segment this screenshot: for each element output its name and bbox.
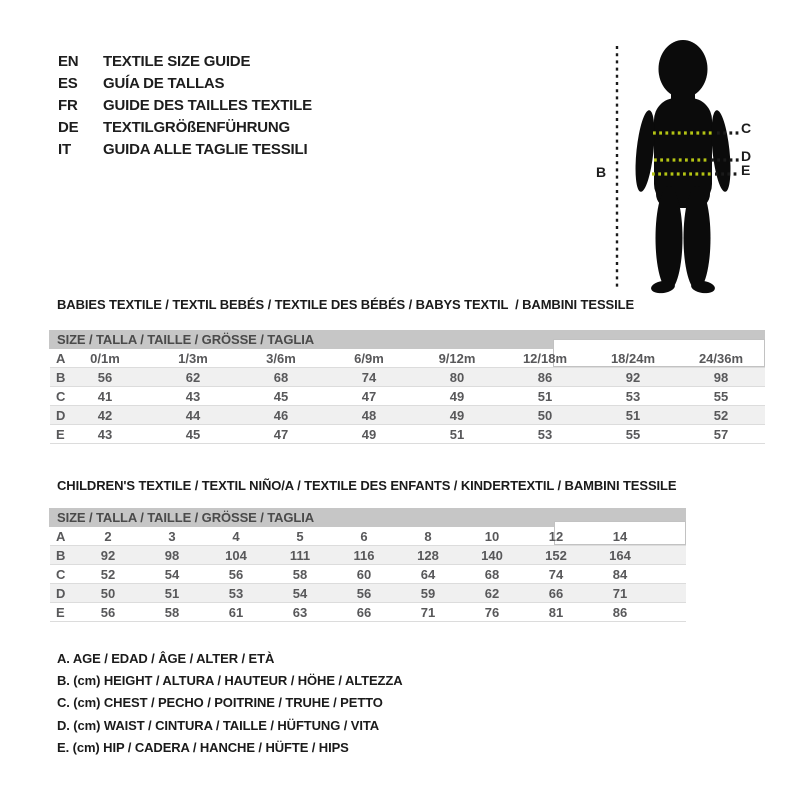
table-cell: 3/6m — [266, 350, 296, 366]
table-cell: 56 — [356, 585, 372, 601]
table-cell: 6 — [360, 528, 368, 544]
table-cell: 47 — [361, 388, 377, 404]
babies-size-header-bar: SIZE / TALLA / TAILLE / GRÖSSE / TAGLIA — [49, 330, 765, 349]
language-code: ES — [58, 74, 78, 92]
language-title: TEXTILE SIZE GUIDE — [103, 52, 251, 70]
language-title: GUIDA ALLE TAGLIE TESSILI — [103, 140, 308, 158]
table-cell: 6/9m — [354, 350, 384, 366]
table-cell: 51 — [625, 407, 641, 423]
table-cell: 9/12m — [438, 350, 476, 366]
language-title: GUÍA DE TALLAS — [103, 74, 225, 92]
table-cell: 42 — [97, 407, 113, 423]
table-row-E — [50, 603, 686, 622]
table-cell: 104 — [225, 547, 247, 563]
row-label: E — [56, 426, 65, 442]
language-code: EN — [58, 52, 79, 70]
table-cell: 59 — [420, 585, 436, 601]
table-cell: 56 — [228, 566, 244, 582]
language-title: TEXTILGRÖßENFÜHRUNG — [103, 118, 291, 136]
table-cell: 98 — [164, 547, 180, 563]
legend-line-E: E. (cm) HIP / CADERA / HANCHE / HÜFTE / HIPS — [57, 740, 349, 756]
table-cell: 10 — [484, 528, 500, 544]
figure-label-waist: D — [741, 148, 752, 164]
table-cell: 128 — [417, 547, 439, 563]
table-cell: 71 — [612, 585, 628, 601]
figure-label-height: B — [596, 164, 607, 180]
table-cell: 4 — [232, 528, 240, 544]
table-cell: 80 — [449, 369, 465, 385]
table-cell: 51 — [164, 585, 180, 601]
legend-line-A: A. AGE / EDAD / ÂGE / ALTER / ETÀ — [57, 650, 275, 666]
table-row-E — [50, 425, 765, 444]
legend-line-C: C. (cm) CHEST / PECHO / POITRINE / TRUHE / PETTO — [57, 695, 383, 711]
table-cell: 58 — [164, 604, 180, 620]
table-cell: 63 — [292, 604, 308, 620]
table-cell: 46 — [273, 407, 289, 423]
table-cell: 66 — [548, 585, 564, 601]
table-cell: 86 — [537, 369, 553, 385]
children-section-heading: CHILDREN'S TEXTILE / TEXTIL NIÑO/A / TEXTILE DES ENFANTS / KINDERTEXTIL / BAMBINI TESSILE — [57, 478, 677, 493]
figure-label-chest: C — [741, 120, 752, 136]
table-cell: 68 — [484, 566, 500, 582]
table-cell: 0/1m — [90, 350, 120, 366]
table-cell: 2 — [104, 528, 112, 544]
table-cell: 51 — [449, 426, 465, 442]
table-cell: 53 — [537, 426, 553, 442]
child-silhouette-graphic — [608, 36, 784, 300]
table-cell: 81 — [548, 604, 564, 620]
table-cell: 58 — [292, 566, 308, 582]
table-cell: 68 — [273, 369, 289, 385]
table-cell: 62 — [484, 585, 500, 601]
row-label: A — [56, 528, 66, 544]
table-row-B — [50, 368, 765, 387]
table-cell: 55 — [713, 388, 729, 404]
table-cell: 56 — [97, 369, 113, 385]
table-cell: 41 — [97, 388, 113, 404]
row-label: B — [56, 369, 66, 385]
row-label: E — [56, 604, 65, 620]
table-cell: 116 — [353, 547, 375, 563]
table-cell: 53 — [228, 585, 244, 601]
language-row-it — [58, 138, 312, 160]
table-cell: 45 — [185, 426, 201, 442]
table-cell: 92 — [625, 369, 641, 385]
table-cell: 51 — [537, 388, 553, 404]
table-cell: 8 — [424, 528, 432, 544]
table-cell: 44 — [185, 407, 201, 423]
table-cell: 47 — [273, 426, 289, 442]
table-row-A — [50, 349, 765, 368]
child-silhouette — [632, 40, 733, 295]
language-row-fr — [58, 94, 312, 116]
table-row-C — [50, 387, 765, 406]
language-code: IT — [58, 140, 71, 158]
table-cell: 50 — [537, 407, 553, 423]
table-cell: 49 — [449, 407, 465, 423]
table-cell: 43 — [185, 388, 201, 404]
row-label: A — [56, 350, 66, 366]
table-cell: 49 — [449, 388, 465, 404]
table-cell: 76 — [484, 604, 500, 620]
table-cell: 62 — [185, 369, 201, 385]
row-label: B — [56, 547, 66, 563]
measurement-legend — [57, 647, 403, 759]
table-cell: 12/18m — [522, 350, 568, 366]
table-cell: 50 — [100, 585, 116, 601]
table-cell: 43 — [97, 426, 113, 442]
language-title-list — [58, 50, 312, 160]
language-code: DE — [58, 118, 79, 136]
children-size-header-bar: SIZE / TALLA / TAILLE / GRÖSSE / TAGLIA — [49, 508, 686, 527]
table-cell: 5 — [296, 528, 304, 544]
table-row-B — [50, 546, 686, 565]
table-cell: 54 — [164, 566, 180, 582]
table-cell: 74 — [548, 566, 564, 582]
row-label: C — [56, 566, 66, 582]
language-title: GUIDE DES TAILLES TEXTILE — [103, 96, 312, 114]
table-cell: 53 — [625, 388, 641, 404]
language-code: FR — [58, 96, 78, 114]
babies-section-heading: BABIES TEXTILE / TEXTIL BEBÉS / TEXTILE DES BÉBÉS / BABYS TEXTIL / BAMBINI TESSILE — [57, 297, 635, 312]
table-cell: 52 — [713, 407, 729, 423]
table-cell: 54 — [292, 585, 308, 601]
table-cell: 86 — [612, 604, 628, 620]
table-cell: 57 — [713, 426, 729, 442]
table-row-C — [50, 565, 686, 584]
table-cell: 12 — [548, 528, 564, 544]
row-label: D — [56, 585, 66, 601]
table-row-D — [50, 584, 686, 603]
table-cell: 111 — [289, 547, 311, 563]
table-cell: 24/36m — [698, 350, 744, 366]
table-row-D — [50, 406, 765, 425]
table-cell: 164 — [609, 547, 631, 563]
table-cell: 18/24m — [610, 350, 656, 366]
table-cell: 152 — [545, 547, 567, 563]
table-cell: 64 — [420, 566, 436, 582]
table-cell: 98 — [713, 369, 729, 385]
legend-line-D: D. (cm) WAIST / CINTURA / TAILLE / HÜFTUNG / VITA — [57, 717, 380, 733]
table-row-A — [50, 527, 686, 546]
table-cell: 92 — [100, 547, 116, 563]
table-cell: 74 — [361, 369, 377, 385]
figure-label-hip: E — [741, 162, 751, 178]
babies-size-table — [50, 349, 765, 444]
table-cell: 3 — [168, 528, 176, 544]
table-cell: 48 — [361, 407, 377, 423]
table-cell: 140 — [481, 547, 503, 563]
legend-line-B: B. (cm) HEIGHT / ALTURA / HAUTEUR / HÖHE / ALTEZZA — [57, 673, 403, 689]
table-cell: 49 — [361, 426, 377, 442]
table-cell: 45 — [273, 388, 289, 404]
measurement-figure — [585, 30, 800, 310]
table-cell: 60 — [356, 566, 372, 582]
table-cell: 71 — [420, 604, 436, 620]
table-cell: 52 — [100, 566, 116, 582]
row-label: C — [56, 388, 66, 404]
table-cell: 61 — [228, 604, 244, 620]
table-cell: 66 — [356, 604, 372, 620]
row-label: D — [56, 407, 66, 423]
table-cell: 84 — [612, 566, 628, 582]
language-row-de — [58, 116, 312, 138]
table-cell: 14 — [612, 528, 628, 544]
children-size-table — [50, 527, 686, 622]
table-cell: 56 — [100, 604, 116, 620]
language-row-es — [58, 72, 312, 94]
language-row-en — [58, 50, 312, 72]
table-cell: 55 — [625, 426, 641, 442]
table-cell: 1/3m — [178, 350, 208, 366]
